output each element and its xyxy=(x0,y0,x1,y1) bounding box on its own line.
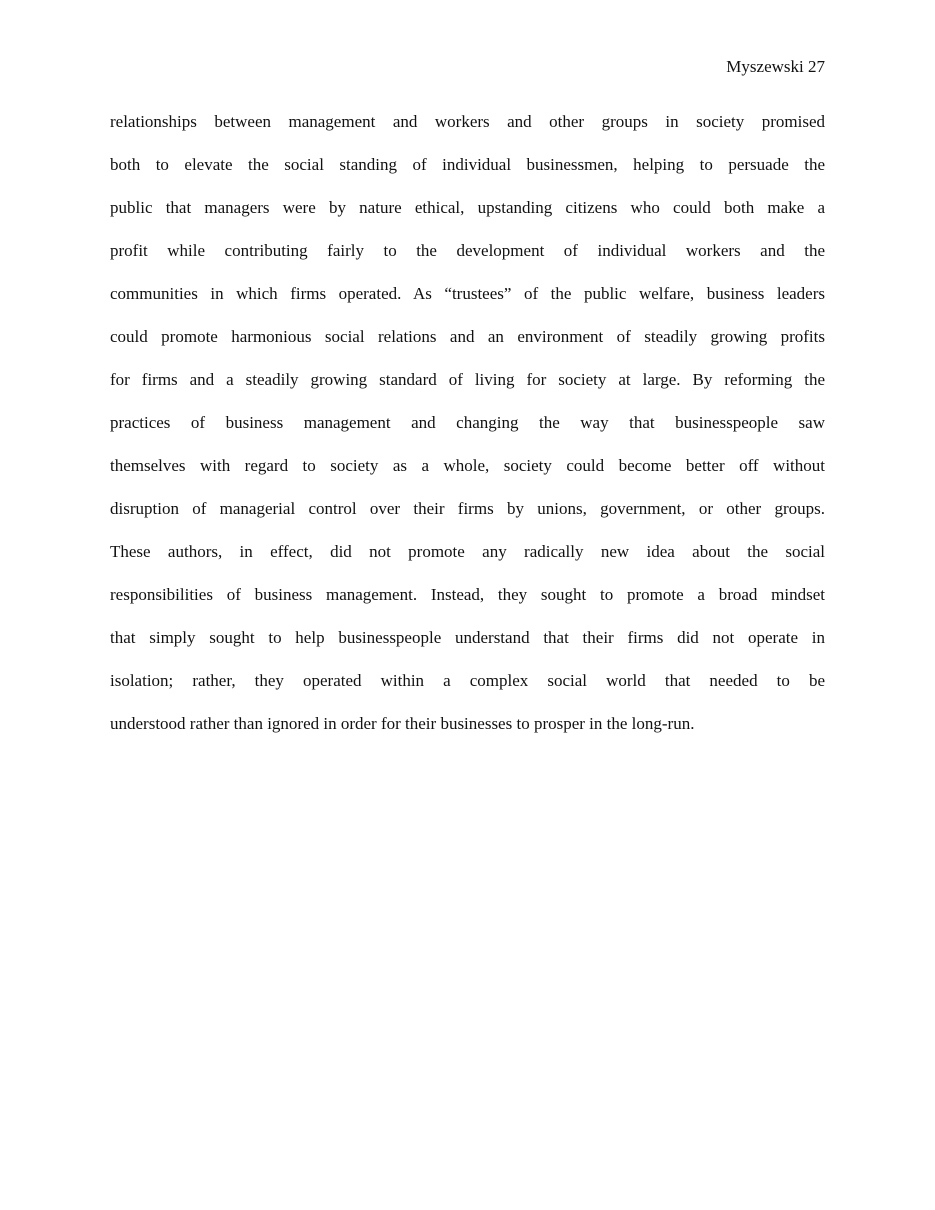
text-line: for firms and a steadily growing standard of living for society at large. By reforming the xyxy=(110,370,825,389)
text-line: understood rather than ignored in order for their businesses to prosper in the long-run. xyxy=(110,714,695,733)
text-line: isolation; rather, they operated within a complex social world that needed to be xyxy=(110,671,825,690)
text-line: profit while contributing fairly to the development of individual workers and the xyxy=(110,241,825,260)
text-line: communities in which firms operated. As “trustees” of the public welfare, business leaders xyxy=(110,284,825,303)
text-line: responsibilities of business management. Instead, they sought to promote a broad mindset xyxy=(110,585,825,604)
text-line: that simply sought to help businesspeople understand that their firms did not operate in xyxy=(110,628,825,647)
text-line: both to elevate the social standing of individual businessmen, helping to persuade the xyxy=(110,155,825,174)
text-line: practices of business management and changing the way that businesspeople saw xyxy=(110,413,825,432)
text-line: could promote harmonious social relations and an environment of steadily growing profits xyxy=(110,327,825,346)
text-line: relationships between management and workers and other groups in society promised xyxy=(110,112,825,131)
body-paragraph xyxy=(110,108,825,753)
text-line: themselves with regard to society as a whole, society could become better off without xyxy=(110,456,825,475)
text-line: public that managers were by nature ethical, upstanding citizens who could both make a xyxy=(110,198,825,217)
running-head: Myszewski 27 xyxy=(726,57,825,76)
text-line: disruption of managerial control over their firms by unions, government, or other groups. xyxy=(110,499,825,518)
text-line: These authors, in effect, did not promote any radically new idea about the social xyxy=(110,542,825,561)
